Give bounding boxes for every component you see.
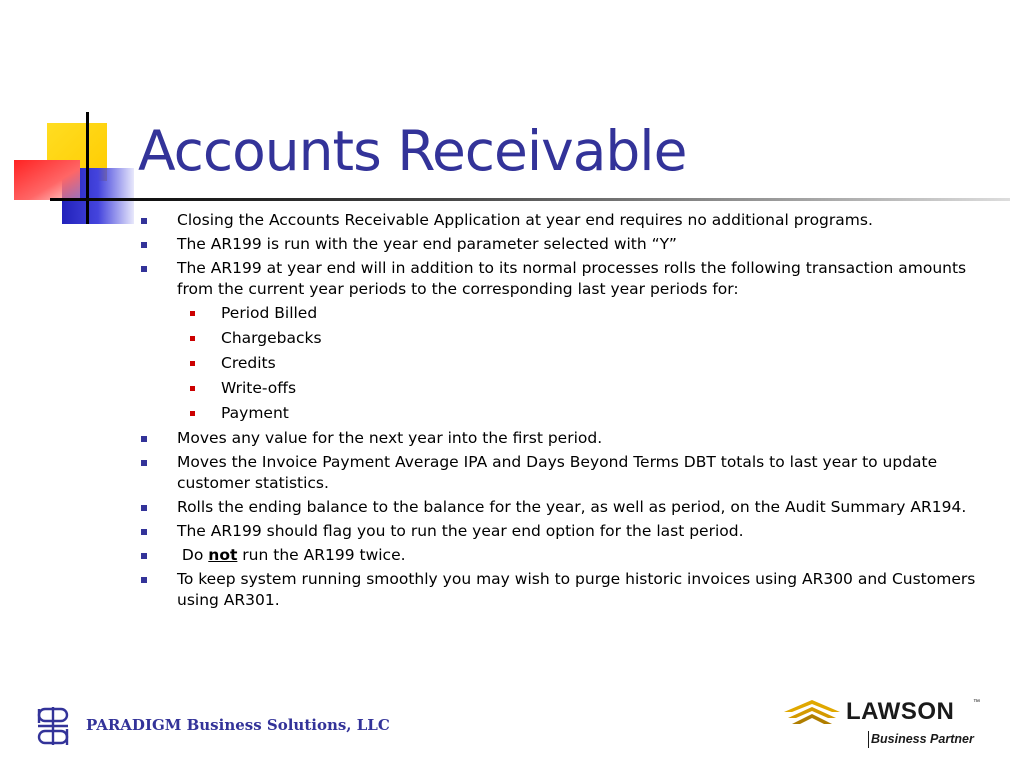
lawson-chevrons-icon <box>784 696 842 728</box>
partner-logo <box>784 694 984 754</box>
bullet-text: Moves any value for the next year into the first period. <box>177 428 603 447</box>
bullet-item <box>177 567 997 612</box>
bullet-text: To keep system running smoothly you may wish to purge historic invoices using AR300 and Customers using AR301. <box>177 569 976 609</box>
bullet-text-emphasis: not <box>208 545 238 564</box>
bullet-text: The AR199 should flag you to run the year end option for the last period. <box>177 521 744 540</box>
partner-subtitle: Business Partner <box>871 732 974 746</box>
bullet-item <box>177 232 997 256</box>
bullet-item <box>177 208 997 232</box>
company-name: PARADIGM Business Solutions, LLC <box>86 716 390 734</box>
page-title: Accounts Receivable <box>138 119 687 183</box>
sub-bullet-item <box>221 301 981 326</box>
pbs-monogram-icon <box>30 703 76 753</box>
deco-red-square <box>14 160 80 200</box>
sub-bullet-text: Payment <box>221 404 289 422</box>
sub-bullet-text: Write-offs <box>221 379 297 397</box>
bullet-item <box>177 450 997 495</box>
sub-bullet-item <box>221 351 981 376</box>
sub-bullet-item <box>221 376 981 401</box>
bullet-text: The AR199 is run with the year end parameter selected with “Y” <box>177 234 677 253</box>
sub-bullet-item <box>221 401 981 426</box>
sub-bullet-text: Credits <box>221 354 276 372</box>
sub-bullet-text: Chargebacks <box>221 329 322 347</box>
bullet-text-pre: Do <box>177 545 209 564</box>
bullet-text: Moves the Invoice Payment Average IPA and Days Beyond Terms DBT totals to last year to update customer statistics. <box>177 452 938 492</box>
bullet-text: Rolls the ending balance to the balance for the year, as well as period, on the Audit Summary AR194. <box>177 497 967 516</box>
title-divider <box>50 198 1010 201</box>
partner-divider <box>868 731 869 748</box>
bullet-text-post: run the AR199 twice. <box>237 545 406 564</box>
partner-name: LAWSON <box>846 698 955 725</box>
bullet-list <box>0 208 1024 612</box>
bullet-text: The AR199 at year end will in addition to its normal processes rolls the following transaction amounts from the current year periods to the corresponding last year periods for: <box>177 258 967 298</box>
bullet-item <box>177 426 997 450</box>
sub-bullet-text: Period Billed <box>221 304 318 322</box>
bullet-item <box>177 256 997 301</box>
sub-bullet-item <box>221 326 981 351</box>
bullet-item <box>177 519 997 543</box>
bullet-text: Closing the Accounts Receivable Application at year end requires no additional programs. <box>177 210 873 229</box>
corner-decoration <box>0 0 150 240</box>
bullet-item <box>177 543 997 567</box>
bullet-item <box>177 495 997 519</box>
trademark-mark: ™ <box>973 699 980 706</box>
